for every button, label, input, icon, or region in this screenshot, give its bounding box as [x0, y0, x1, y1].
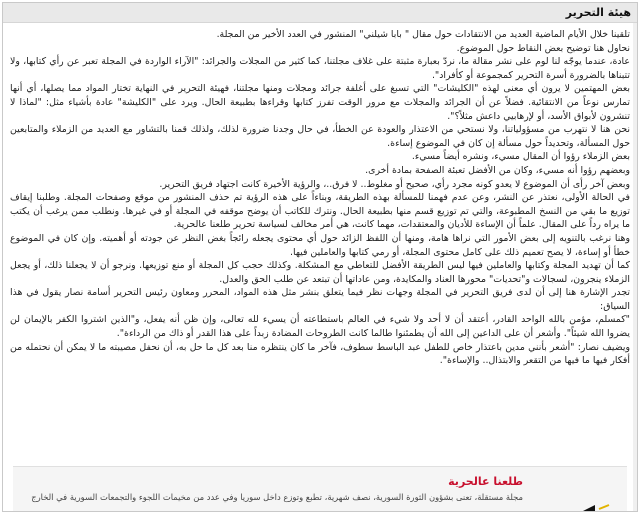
paragraph: كما أن تهديد المجلة وكتابها والعاملين فيها ليس الطريقة الأفضل للتعاطي مع المشكلة. وكذلك حجب كل المجلة أو منع توزيعها. ونرجو أن لا يجعلنا ذلك، أو يجعل الزملاء ينجرون، لسجالات و"تحديات" محورها العناد والمكايدة، ومن عاداتها أن تبتعد عن طلب الحق والعدل.	[10, 260, 630, 285]
scrollbar[interactable]	[633, 23, 637, 511]
paragraph: ويضيف نصار: "أشعر بأنني مدين باعتذار خاص للطفل عبد الباسط سطوف، فآخر ما كان ينتظره منا بعد كل ما حل به، أن نحفل مصيبته ما لا يمكن أن نحتمله من أفكار فيها ما فيها من التقعر والابتذال.. والإساءة".	[10, 341, 630, 367]
megaphone-logo-icon	[569, 501, 613, 512]
publication-description: مجلة مستقلة، تعنى بشؤون الثورة السورية، نصف شهرية، تطبع وتوزع داخل سوريا وفي عدد من مخيمات اللجوء والتجمعات السورية في الخارج	[31, 492, 523, 502]
paragraph: في الحالة الأولى، نعتذر عن النشر، وعن عدم فهمنا للمسألة بهذه الطريقة، وبناءاً على هذه الرؤية تم حذف المنشور من موقع وصفحات المجلة. وطلبنا إيقاف توزيع ما بقي من النسخ المطبوعة، والتي تم توزيع قسم منها بطبيعة الحال. ونترك للكاتب أن يوضح موقفه في المجلة أو في غيرها. ونطلب ممن يرغب أن يكتب ما يراه رداً على المقال. علماً أن الإساءة للأديان والمعتقدات، مهما كانت، هي أمر مخالف لسياسة تحرير طلعنا عالحرية.	[10, 192, 630, 231]
publication-info-box	[13, 466, 627, 512]
paragraph: عادة، عندما يوجّه لنا لوم على نشر مقالة ما، نردّ بعبارة مثبتة على غلاف مجلتنا، كما كثير من المجلات والجرائد: "الآراء الواردة في المجلة تعبر عن رأي كتابها، ولا تتبناها بالضرورة أسرة التحرير كمجموعة أو كأفراد".	[10, 56, 630, 81]
paragraph: تلقينا خلال الأيام الماضية العديد من الانتقادات حول مقال " بابا شيلني" المنشور في العدد الأخير من المجلة.	[216, 29, 630, 40]
article-body	[3, 23, 637, 368]
paragraph: نحاول هنا توضيح بعض النقاط حول الموضوع.	[456, 42, 630, 54]
publication-title[interactable]: طلعنا عالحرية	[448, 475, 523, 488]
article-frame	[2, 2, 638, 512]
paragraph: "كمسلم، مؤمن بالله الواحد القادر، أعتقد أن لا أحد ولا شيء في العالم باستطاعته أن يسيء لله تعالى، وإن ظن أنه يفعل، و"الذين اشتروا الكفر بالإيمان لن يضروا الله شيئاً". وأشعر أن على الداعين إلى الله أن يطمئنوا طالما كانت الطروحات المضادة زبداً على هذا القدر أو ذاك من الرداءة".	[10, 314, 630, 340]
page-title: هيئة التحرير	[565, 6, 631, 19]
paragraph: بعض المهتمين لا يرون أي معنى لهذه "الكليشات" التي تسبغ على أغلفة جرائد ومجلات ومنها مجلتنا، فهيئة التحرير في النهاية تختار المواد مما يصلها، أي أنها تمارس نوعاً من الانتقائية. فضلاً عن أن الجرائد والمجلات مع مرور الوقت تفرز كتابها وقراءها بطبيعة الحال. ويرد على "الكليشة" عادة بأشياء مثل: "لماذا لا تنشرون لأبواق الأسد، أو لإرهابيي داعش مثلاً؟".	[10, 83, 630, 122]
paragraph: بعض الزملاء رؤوا أن المقال مسيء، ونشره أيضاً مسيء.	[411, 151, 630, 163]
paragraph: تجدر الإشارة هنا إلى أن لدى فريق التحرير في المجلة وجهات نظر فيما يتعلق بنشر مثل هذه المواد، المحرر ومعاون رئيس التحرير أسامة نصار يقول في هذا السياق:	[10, 287, 630, 312]
paragraph: وبعض آخر رأى أن الموضوع لا يعدو كونه مجرد رأي، صحيح أو مغلوط.. لا فرق..، والرؤية الأخيرة كانت اجتهاد فريق التحرير.	[159, 178, 630, 190]
paragraph: نحن هنا لا نتهرب من مسؤولياتنا، ولا نستحي من الاعتذار والعودة عن الخطأ، في حال وجدنا ضرورة لذلك، ولذلك قمنا بالتشاور مع العديد من الزملاء والمتابعين حول المسألة، وتحديداً حول مسألة إن كان في الموضوع إساءة.	[10, 124, 630, 149]
paragraph: وهنا نرغب بالتنويه إلى بعض الأمور التي نراها هامة، ومنها أن اللفظ الزائد حول أي محتوى يجعله رائجاً بغض النظر عن جودته أو أهميته. وإن كان في الموضوع خطأ أو إساءة، لا يصح تعميم ذلك على كامل محتوى المجلة، أو رمي كتابها والعاملين فيها.	[10, 232, 630, 258]
page-header	[3, 3, 637, 23]
paragraph: وبعضهم رؤوا أنه مسيء، وكان من الأفضل تعبئة الصفحة بمادة أخرى.	[365, 164, 630, 176]
